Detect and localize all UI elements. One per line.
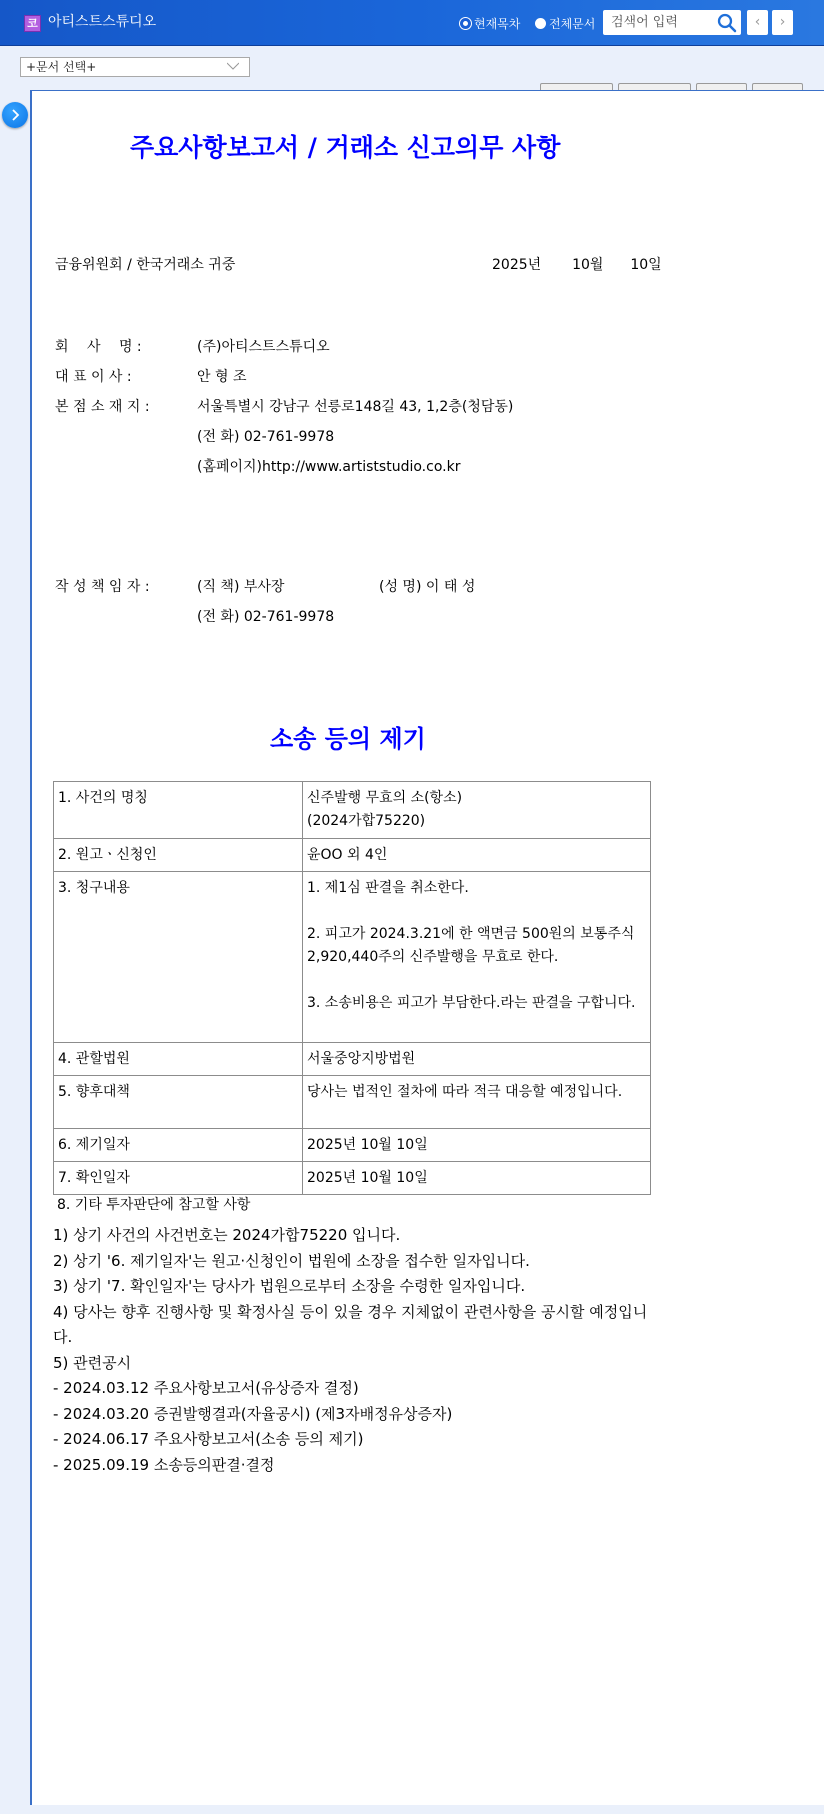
row-value: 서울중앙지방법원 <box>303 1043 651 1076</box>
responsible-phone: (전 화) 02-761-9978 <box>197 609 335 625</box>
radio-current-toc[interactable] <box>460 14 520 32</box>
note-line: - 2024.03.12 주요사항보고서(유상증자 결정) <box>53 1379 359 1397</box>
row-key: 5. 향후대책 <box>54 1076 303 1129</box>
table-row <box>54 839 651 872</box>
radio-selected-icon <box>460 18 471 29</box>
row-key: 2. 원고ㆍ신청인 <box>54 839 303 872</box>
table-row <box>54 782 651 839</box>
note-line: - 2024.03.20 증권발행결과(자율공시) (제3자배정유상증자) <box>53 1404 453 1423</box>
label-company-name: 회 사 명 : <box>55 339 142 355</box>
search-icon[interactable] <box>717 13 737 33</box>
headquarters-address: 서울특별시 강남구 선릉로148길 43, 1,2층(청담동) <box>197 399 514 415</box>
radio-whole-document[interactable] <box>535 14 595 32</box>
label-headquarters: 본 점 소 재 지 : <box>55 399 150 415</box>
row-value: 2025년 10월 10일 <box>303 1162 651 1195</box>
date-month: 10월 <box>572 257 604 273</box>
note-line: - 2024.06.17 주요사항보고서(소송 등의 제기) <box>53 1430 364 1448</box>
chevron-down-icon <box>227 62 239 70</box>
date-year: 2025년 <box>492 257 542 273</box>
table-row <box>54 1076 651 1129</box>
row-key: 3. 청구내용 <box>54 872 303 1043</box>
next-result-button[interactable]: › <box>772 10 793 35</box>
note-line: - 2025.09.19 소송등의판결·결정 <box>53 1455 275 1474</box>
responsible-position: (직 책) 부사장 <box>197 579 285 595</box>
label-ceo: 대 표 이 사 : <box>55 369 132 385</box>
row-value: 윤OO 외 4인 <box>303 839 651 872</box>
document-viewer <box>30 90 824 1805</box>
litigation-table <box>53 781 651 1195</box>
row-value: 신주발행 무효의 소(항소) (2024가합75220) <box>303 782 651 839</box>
row-value: 1. 제1심 판결을 취소한다. 2. 피고가 2024.3.21에 한 액면금 500원의 보통주식 2,920,440주의 신주발행을 무효로 한다. 3. 소송비용은 피고가 부담한다.라는 판결을 구합니다. <box>303 872 651 1043</box>
section-title: 소송 등의 제기 <box>270 724 426 753</box>
document-select[interactable] <box>20 57 250 77</box>
radio-label: 현재목차 <box>474 16 521 31</box>
note-line: 2) 상기 '6. 제기일자'는 원고·신청인이 법원에 소장을 접수한 일자입니다. <box>53 1251 530 1270</box>
row-key: 4. 관할법원 <box>54 1043 303 1076</box>
search-box <box>603 10 741 35</box>
app-logo-icon: 코 <box>24 15 41 32</box>
prev-result-button[interactable]: ‹ <box>747 10 768 35</box>
app-title: 아티스트스튜디오 <box>48 14 157 30</box>
ceo-name: 안 형 조 <box>197 369 247 385</box>
row-key: 7. 확인일자 <box>54 1162 303 1195</box>
note-line: 1) 상기 사건의 사건번호는 2024가합75220 입니다. <box>53 1226 401 1244</box>
row-key: 6. 제기일자 <box>54 1129 303 1162</box>
date-day: 10일 <box>630 257 662 273</box>
chevron-right-icon <box>10 109 20 121</box>
document-select-value: +문서 선택+ <box>26 60 97 74</box>
notes-heading: 8. 기타 투자판단에 참고할 사항 <box>57 1197 251 1213</box>
radio-unselected-icon <box>535 18 546 29</box>
table-row <box>54 1043 651 1076</box>
note-line: 3) 상기 '7. 확인일자'는 당사가 법원으로부터 소장을 수령한 일자입니다. <box>53 1277 526 1295</box>
sidebar-toggle-button[interactable] <box>2 102 28 128</box>
table-row <box>54 872 651 1043</box>
table-row <box>54 1129 651 1162</box>
note-line: 5) 관련공시 <box>53 1353 132 1372</box>
table-row <box>54 1162 651 1195</box>
responsible-name: (성 명) 이 태 성 <box>379 579 476 595</box>
label-responsible-person: 작 성 책 임 자 : <box>55 579 150 595</box>
notes-section <box>53 1195 653 1478</box>
company-homepage: (홈페이지)http://www.artiststudio.co.kr <box>197 459 461 475</box>
addressee: 금융위원회 / 한국거래소 귀중 <box>55 257 236 273</box>
row-value: 당사는 법적인 절차에 따라 적극 대응할 예정입니다. <box>303 1076 651 1129</box>
company-name: (주)아티스트스튜디오 <box>197 339 330 355</box>
company-phone: (전 화) 02-761-9978 <box>197 429 335 445</box>
report-title: 주요사항보고서 / 거래소 신고의무 사항 <box>130 133 561 162</box>
radio-label: 전체문서 <box>549 16 596 31</box>
search-input[interactable] <box>611 12 711 32</box>
note-line: 4) 당사는 향후 진행사항 및 확정사실 등이 있을 경우 지체없이 관련사항을 공시할 예정입니다. <box>53 1302 648 1346</box>
top-bar <box>0 0 824 46</box>
row-key: 1. 사건의 명칭 <box>54 782 303 839</box>
row-value: 2025년 10월 10일 <box>303 1129 651 1162</box>
report-date <box>492 254 662 274</box>
